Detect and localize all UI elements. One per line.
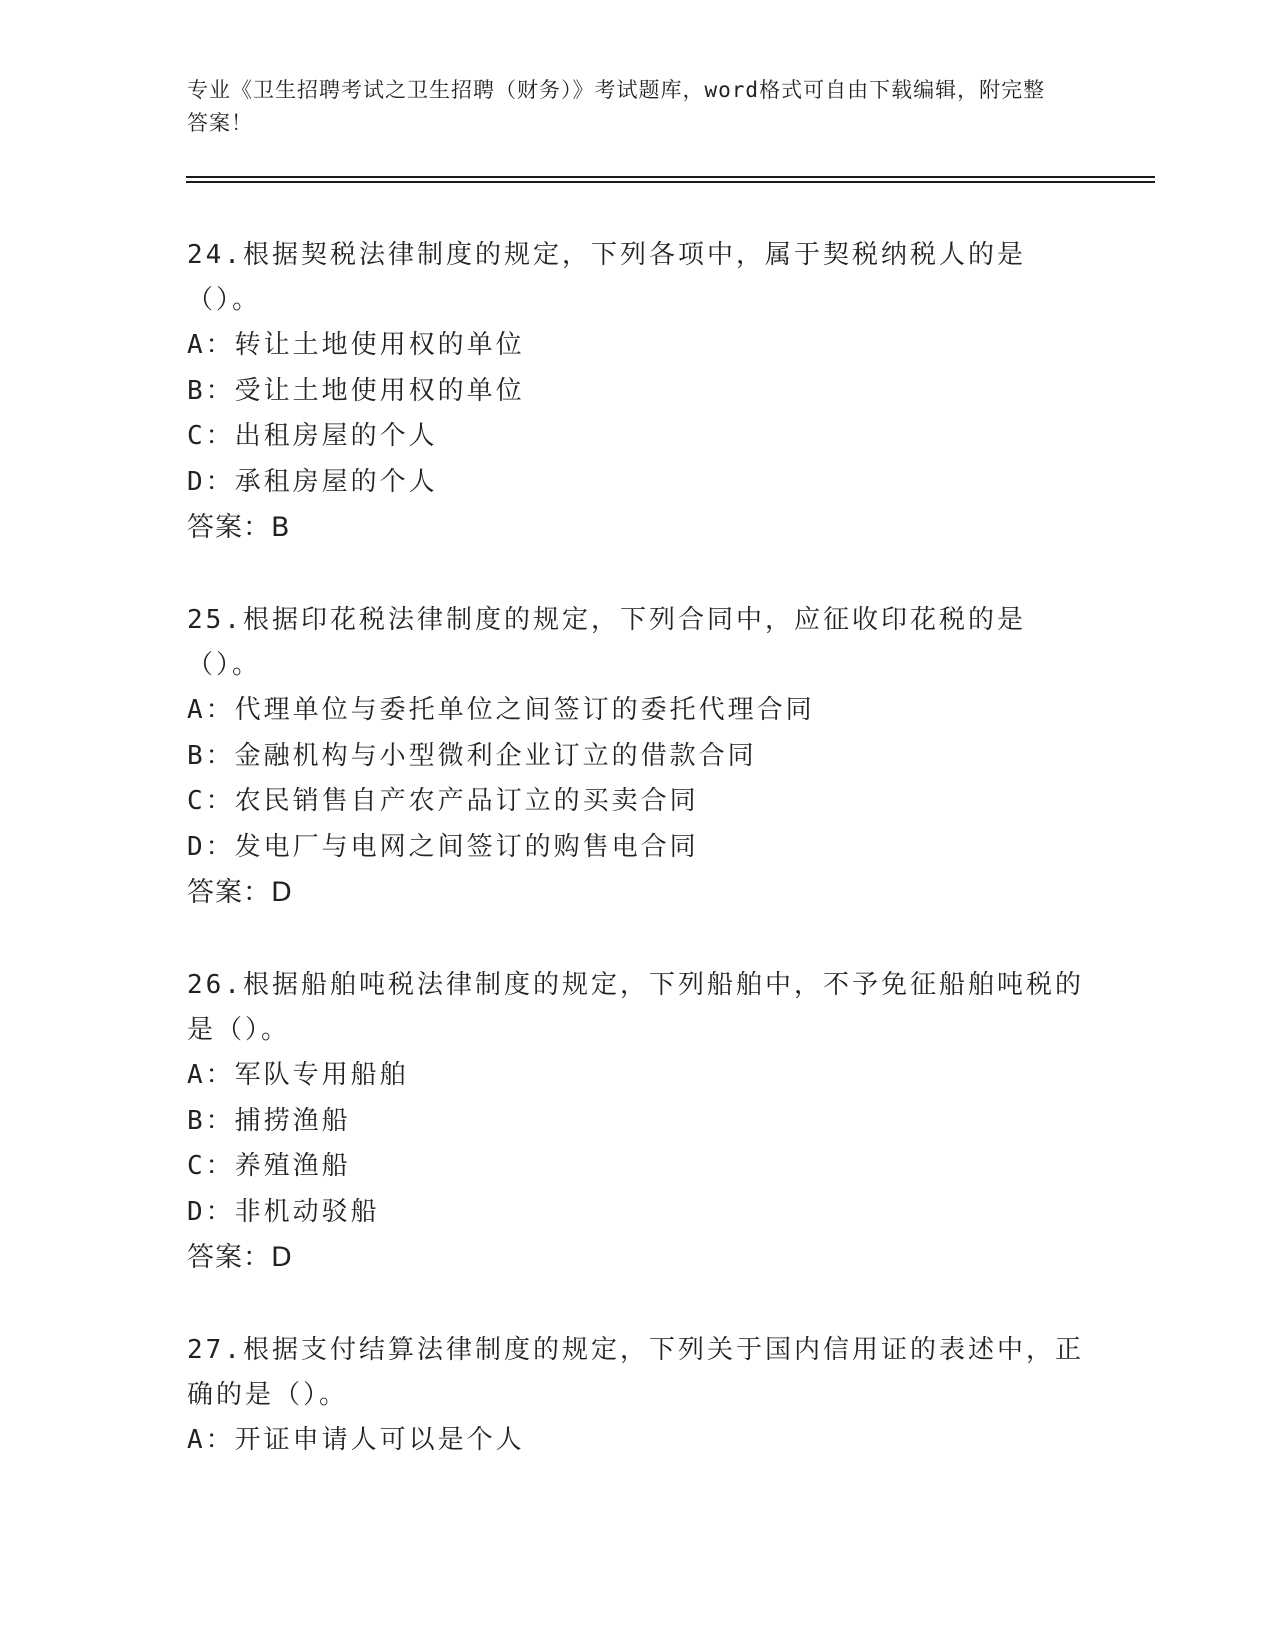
option-a: A：军队专用船舶 [187, 1060, 409, 1090]
answer-line: 答案：D [187, 1242, 293, 1273]
option-d: D：承租房屋的个人 [187, 466, 438, 497]
question-24 [187, 233, 1087, 550]
option-a: A：转让土地使用权的单位 [187, 330, 525, 360]
option-b: B：捕捞渔船 [187, 1105, 351, 1136]
question-27 [187, 1328, 1087, 1464]
question-stem: 26.根据船舶吨税法律制度的规定，下列船舶中，不予免征船舶吨税的是（）。 [187, 970, 1084, 1045]
document-header: 专业《卫生招聘考试之卫生招聘（财务）》考试题库，word格式可自由下载编辑，附完整答案！ [187, 78, 1046, 135]
header-divider-bottom [186, 181, 1155, 183]
answer-line: 答案：D [187, 877, 293, 908]
option-c: C：出租房屋的个人 [187, 421, 438, 451]
question-25 [187, 598, 1087, 915]
answer-line: 答案：B [187, 512, 291, 543]
question-26 [187, 963, 1087, 1280]
option-a: A：代理单位与委托单位之间签订的委托代理合同 [187, 695, 815, 725]
question-stem: 27.根据支付结算法律制度的规定，下列关于国内信用证的表述中，正确的是（）。 [187, 1335, 1084, 1410]
question-stem: 24.根据契税法律制度的规定，下列各项中，属于契税纳税人的是（）。 [187, 240, 1026, 315]
option-c: C：农民销售自产农产品订立的买卖合同 [187, 786, 699, 816]
question-stem: 25.根据印花税法律制度的规定，下列合同中，应征收印花税的是（）。 [187, 605, 1026, 680]
header-divider-top [186, 176, 1155, 178]
option-a: A：开证申请人可以是个人 [187, 1425, 525, 1455]
option-d: D：发电厂与电网之间签订的购售电合同 [187, 831, 699, 862]
option-b: B：受让土地使用权的单位 [187, 375, 525, 406]
option-d: D：非机动驳船 [187, 1196, 380, 1227]
option-b: B：金融机构与小型微利企业订立的借款合同 [187, 740, 757, 771]
option-c: C：养殖渔船 [187, 1151, 351, 1181]
